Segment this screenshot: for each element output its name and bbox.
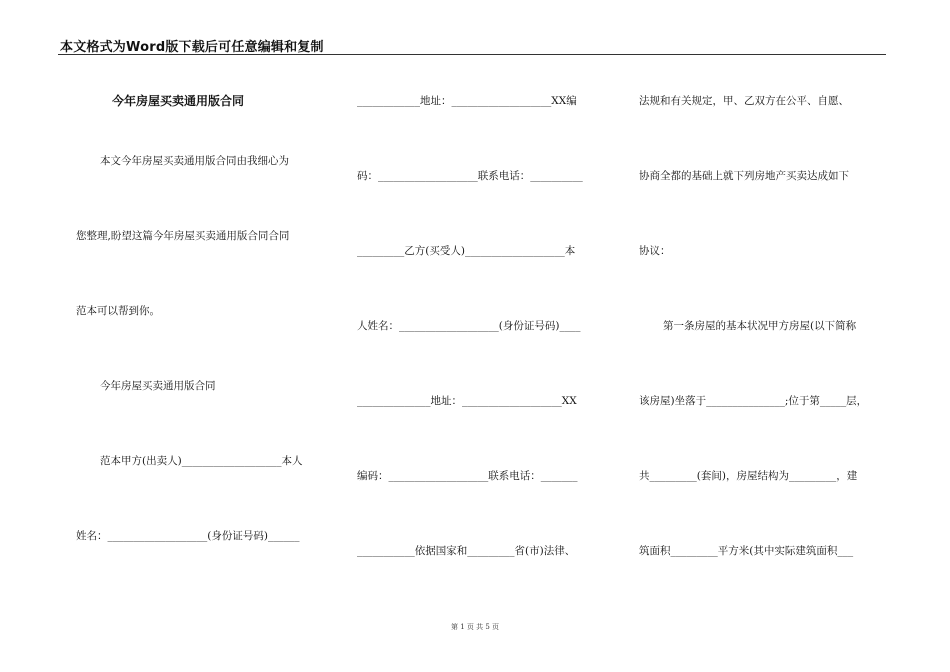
paragraph-line: 该房屋)坐落于_______________;位于第_____层，	[639, 395, 868, 407]
paragraph-line: 协商全都的基础上就下列房地产买卖达成如下	[639, 170, 849, 182]
paragraph-line: 范本甲方(出卖人)___________________本人	[100, 455, 303, 467]
paragraph-line: 共_________(套间)，房屋结构为_________，建	[639, 470, 858, 482]
paragraph-line: ___________依据国家和_________省(市)法律、	[357, 545, 576, 557]
paragraph-line: 您整理,盼望这篇今年房屋买卖通用版合同合同	[76, 230, 290, 242]
paragraph-line: 法规和有关规定，甲、乙双方在公平、自愿、	[639, 95, 849, 107]
paragraph-line: 本文今年房屋买卖通用版合同由我细心为	[100, 155, 289, 167]
article-heading-line: 第一条房屋的基本状况甲方房屋(以下简称	[663, 320, 857, 332]
paragraph-line: 码：___________________联系电话：__________	[357, 170, 583, 182]
paragraph-line: 协议：	[639, 245, 671, 257]
paragraph-line: 编码：___________________联系电话：_______	[357, 470, 578, 482]
paragraph-line: ______________地址：___________________XX	[357, 395, 577, 407]
paragraph-line: ____________地址：___________________XX编	[357, 95, 577, 107]
document-title: 今年房屋买卖通用版合同	[112, 94, 245, 108]
paragraph-line: 筑面积_________平方米(其中实际建筑面积___	[639, 545, 854, 557]
section-heading: 今年房屋买卖通用版合同	[100, 380, 216, 392]
paragraph-line: 人姓名：___________________(身份证号码)____	[357, 320, 581, 332]
header-text: 本文格式为Word版下载后可任意编辑和复制	[60, 40, 324, 55]
paragraph-line: _________乙方(买受人)___________________本	[357, 245, 576, 257]
paragraph-line: 范本可以帮到你。	[76, 305, 160, 317]
page-number-footer: 第 1 页 共 5 页	[450, 623, 500, 631]
page-header	[58, 36, 886, 55]
paragraph-line: 姓名：___________________(身份证号码)______	[76, 530, 300, 542]
